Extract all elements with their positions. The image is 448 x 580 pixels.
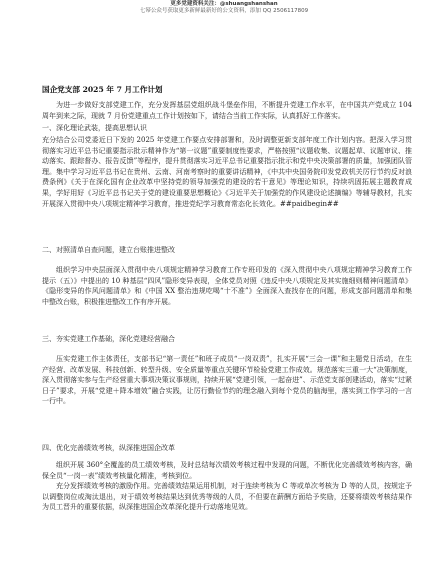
header-line-2: 七幂公众号获取更多新鲜最新好的公文资料，添加 QQ 2506117809 bbox=[139, 8, 309, 14]
section-2-paragraph: 组织学习中央层面深入贯彻中央八项规定精神学习教育工作专班印发的《深入贯彻中央八项规定精神学习教育工作提示（五）》中提出的 10 种基层“四风”隐形变异表现，全体党员对照《违反中央八项规定及其实施细则精神问题清单》《隐形变异的作风问题清单》和《中国 XX 整治违规吃喝“十不准”》全面深入查找存在的问题，形成支部问题清单和集中整改台账，积极推进整改工作有序开展。 bbox=[42, 266, 412, 306]
section-4-body bbox=[42, 460, 412, 513]
section-4-paragraph-2: 充分发挥绩效考核的激励作用。完善绩效结果运用机制，对于连续考核为 C 等或单次考核为 D 等的人员，按规定予以调整岗位或淘汰退出，对于绩效考核结果达到优秀等级的人员，不但要在薪酬方面给予奖励，还要将绩效考核结果作为员工晋升的重要依据，纵深推进国企改革深化提升行动落地见效。 bbox=[42, 482, 412, 512]
intro-block bbox=[42, 100, 412, 121]
section-4-paragraph-1: 组织开展 360°全覆盖的员工绩效考核，及时总结每次绩效考核过程中发现的问题，不断优化完善绩效考核内容，确保全员“一岗一表”绩效考核量化精准，考核到位。 bbox=[42, 461, 412, 480]
page-header bbox=[0, 0, 448, 22]
section-3-paragraph: 压实党建工作主体责任，支部书记“第一责任”和班子成员“一岗双责”，扎实开展“三会一课”和主题党日活动，在生产经营、改革发展、科技创新、转型升级、安全质量等重点关键环节检验党建工作成效。规范落实三重一大“决策制度，深入贯彻落实参与生产经营重大事项决策议事规则，持续开展“党建引领，一起奋进”、示范党支部创建活动，落实“过紧日子”要求，开展“党建＋降本增效”融合实践，让厉行勤俭节约的理念融入到每个党员的脑海里，落实到工作学习的一言一行中。 bbox=[42, 355, 412, 406]
section-2-body bbox=[42, 265, 412, 307]
section-2-heading: 二、对照清单自查问题，建立台账推进整改 bbox=[42, 246, 175, 254]
section-1-paragraph: 充分结合公司党委近日下发的 2025 年党建工作要点安排部署和，及时调整更新支部年度工作计划内容。把深入学习贯彻落实习近平总书记重要指示批示精神作为“第一议题”重要制度性要求，严格按照“议题收集、议题起草、议题审议、推动落实、跟踪督办、报告反馈”等程序，提升贯彻落实习近平总书记重要指示批示和党中央决策部署的质量，加强团队管理。集中学习习近平总书记在贵州、云南、河南考察时的重要讲话精神，《中共中央国务院印发党政机关厉行节约反对浪费条例》《关于在深化国有企业改革中坚持党的领导加强党的建设的若干意见》等理论知识，持续巩固拓展主题教育成果，学好用好《习近平总书记关于党的建设重要思想概论》《习近平关于加强党的作风建设论述摘编》等辅导教材，扎实开展深入贯彻中央八项规定精神学习教育，推进党纪学习教育常态化长效化。##paidbegin## bbox=[42, 136, 412, 208]
section-3 bbox=[42, 334, 412, 344]
section-1-heading: 一、深化理论武装，提高思想认识 bbox=[42, 124, 147, 132]
section-3-body bbox=[42, 354, 412, 407]
section-2 bbox=[42, 245, 412, 255]
document-title: 国企党支部 2025 年 7 月工作计划 bbox=[42, 85, 163, 94]
section-4 bbox=[42, 443, 412, 453]
section-3-heading: 三、夯实党建工作基础，深化党建经营融合 bbox=[42, 335, 175, 343]
section-1-body bbox=[42, 135, 412, 209]
header-line-1: 更多党建资料关注：@shuangshanshan bbox=[170, 1, 278, 7]
section-1 bbox=[42, 123, 412, 133]
intro-paragraph: 为进一步做好支部党建工作，充分发挥基层党组织战斗堡垒作用，不断提升党建工作水平，在中国共产党成立 104 周年到来之际，现就 7 月份党建重点工作计划按如下，请结合当前工作实际，认真抓好工作落实。 bbox=[42, 101, 412, 120]
section-4-heading: 四、优化完善绩效考核，纵深推进国企改革 bbox=[42, 444, 175, 452]
